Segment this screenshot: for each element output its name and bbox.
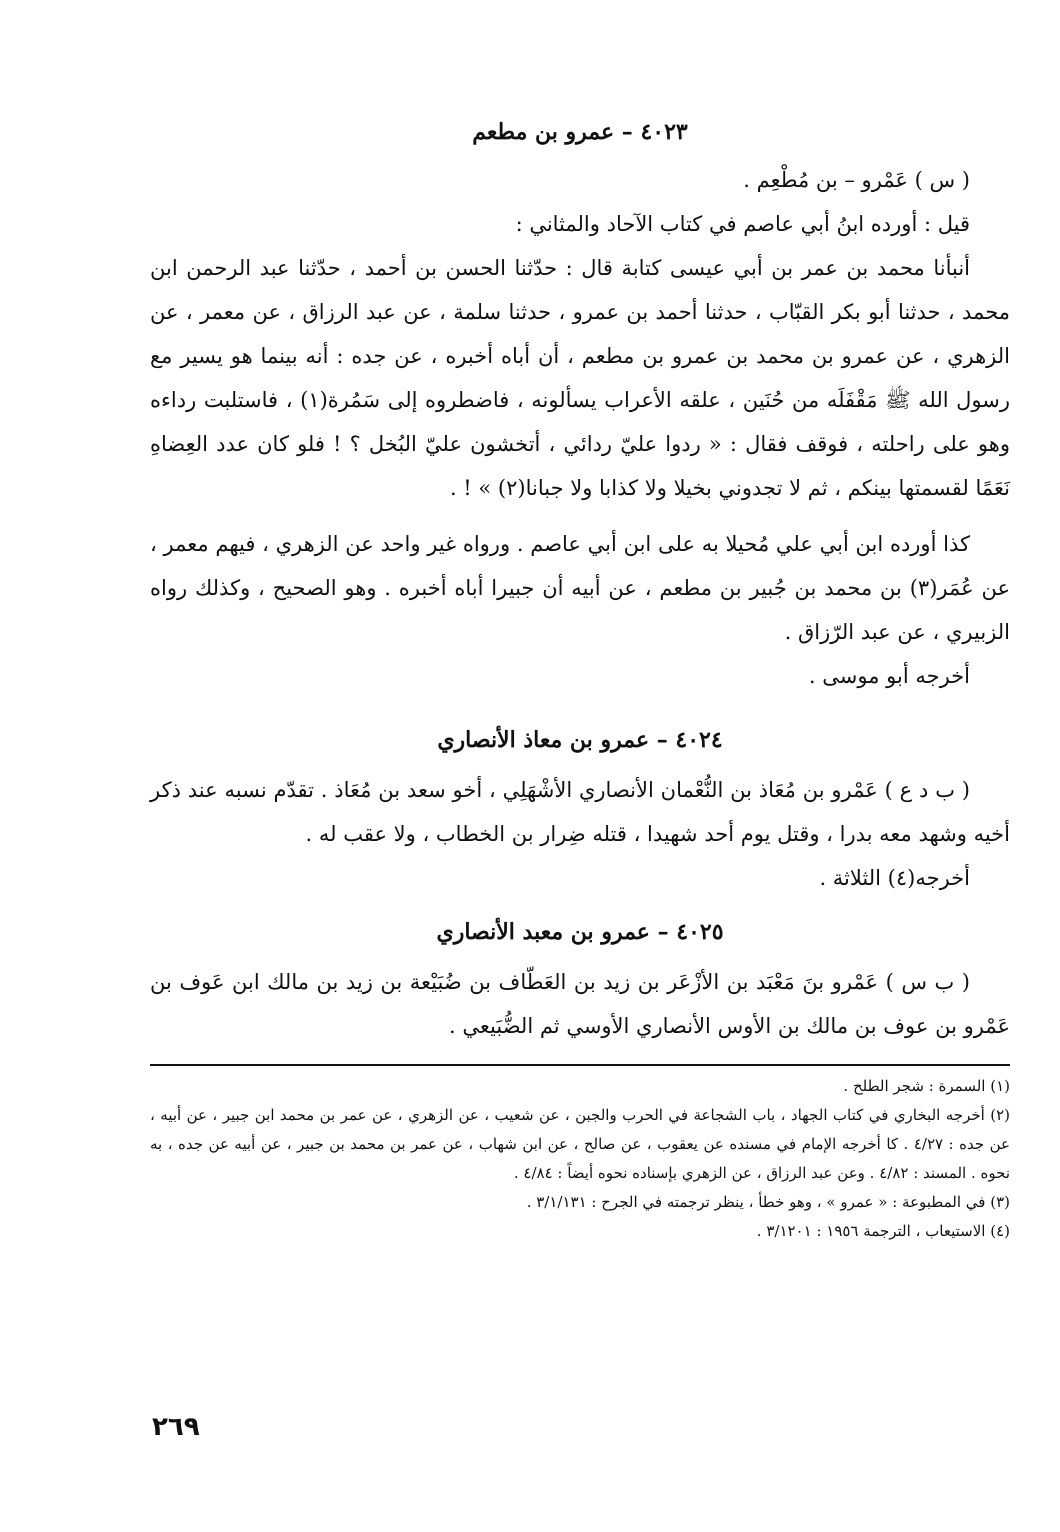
footnote-1: (١) السمرة : شجر الطلح . [843,1077,1010,1095]
entry-4025-paragraph: ( ب س ) عَمْرو بنَ مَعْبَد بن الأزْعَر بن زيد بن العَطّاف بن ضُبَيْعة بن زيد بن مالك ابن عَوف بن عَمْرو بن عوف بن مالك بن الأوس الأنصاري الأوسي ثم الضُّبَيعي . [150,970,1010,1038]
spacer [150,510,1010,522]
entry-4023-note: قيل : أورده ابنُ أبي عاصم في كتاب الآحاد والمثاني : [515,212,970,236]
entry-4023-intro: ( س ) عَمْرو – بن مُطْعِم . [743,168,970,192]
footnotes [150,1072,1010,1246]
entry-heading-4023: ٤٠٢٣ – عمرو بن مطعم [472,119,688,145]
entry-heading-4024: ٤٠٢٤ – عمرو بن معاذ الأنصاري [437,727,723,753]
footnote-4: (٤) الاستيعاب ، الترجمة ١٩٥٦ : ٣/١٢٠١ . [756,1222,1010,1240]
entry-4023-closing: أخرجه أبو موسى . [808,664,970,688]
page-number: ٢٦٩ [152,1412,200,1442]
footnote-3: (٣) في المطبوعة : « عمرو » ، وهو خطأ ، ينظر ترجمته في الجرح : ٣/١/١٣١ . [526,1193,1010,1211]
entry-4023-commentary-paragraph: كذا أورده ابن أبي علي مُحيلا به على ابن أبي عاصم . ورواه غير واحد عن الزهري ، فيهم معمر ، عن عُمَر(٣) بن محمد بن جُبير بن مطعم ، عن أبيه أن جبيرا أباه أخبره . وهو الصحيح ، وكذلك رواه الزبيري ، عن عبد الرّزاق . [150,532,1010,644]
entry-4024-paragraph: ( ب د ع ) عَمْرو بن مُعَاذ بن النُّعْمان الأنصاري الأشْهَلِي ، أخو سعد بن مُعَاذ . تقدّم نسبه عند ذكر أخيه وشهد معه بدرا ، وقتل يوم أحد شهيدا ، قتله ضِرار بن الخطاب ، ولا عقب له . [150,778,1010,846]
book-page [150,100,1010,1480]
entry-heading-4025: ٤٠٢٥ – عمرو بن معبد الأنصاري [436,919,724,945]
footnote-2: (٢) أخرجه البخاري في كتاب الجهاد ، باب الشجاعة في الحرب والجبن ، عن شعيب ، عن الزهري ، عن عمر بن محمد ابن جبير ، عن أبيه ، عن جده : ٤/٢٧ . كا أخرجه الإمام في مسنده عن يعقوب ، عن صالح ، عن ابن شهاب ، عن عمر بن محمد بن جبير ، عن أبيه عن جده ، به نحوه . المسند : ٤/٨٢ . وعن عبد الرزاق ، عن الزهري بإسناده نحوه أيضاً : ٤/٨٤ . [150,1106,1010,1182]
footnote-divider [150,1064,1010,1066]
entry-4023-hadith-paragraph: أنبأنا محمد بن عمر بن أبي عيسى كتابة قال : حدّثنا الحسن بن أحمد ، حدّثنا عبد الرحمن ابن محمد ، حدثنا أبو بكر القبّاب ، حدثنا أحمد بن عمرو ، حدثنا سلمة ، عن عبد الرزاق ، عن معمر ، عن الزهري ، عن عمرو بن محمد بن عمرو بن مطعم ، أن أباه أخبره ، عن جده : أنه بينما هو يسير مع رسول الله ﷺ مَقْفَلَه من حُنَين ، علقه الأعراب يسألونه ، فاضطروه إلى سَمُرة(١) ، فاستلبت رداءه وهو على راحلته ، فوقف فقال : « ردوا عليّ ردائي ، أتخشون عليّ البُخل ؟ ! فلو كان عدد العِضاهِ نَعَمًا لقسمتها بينكم ، ثم لا تجدوني بخيلا ولا كذابا ولا جبانا(٢) » ! . [150,256,1011,500]
entry-4024-closing: أخرجه(٤) الثلاثة . [819,866,970,890]
